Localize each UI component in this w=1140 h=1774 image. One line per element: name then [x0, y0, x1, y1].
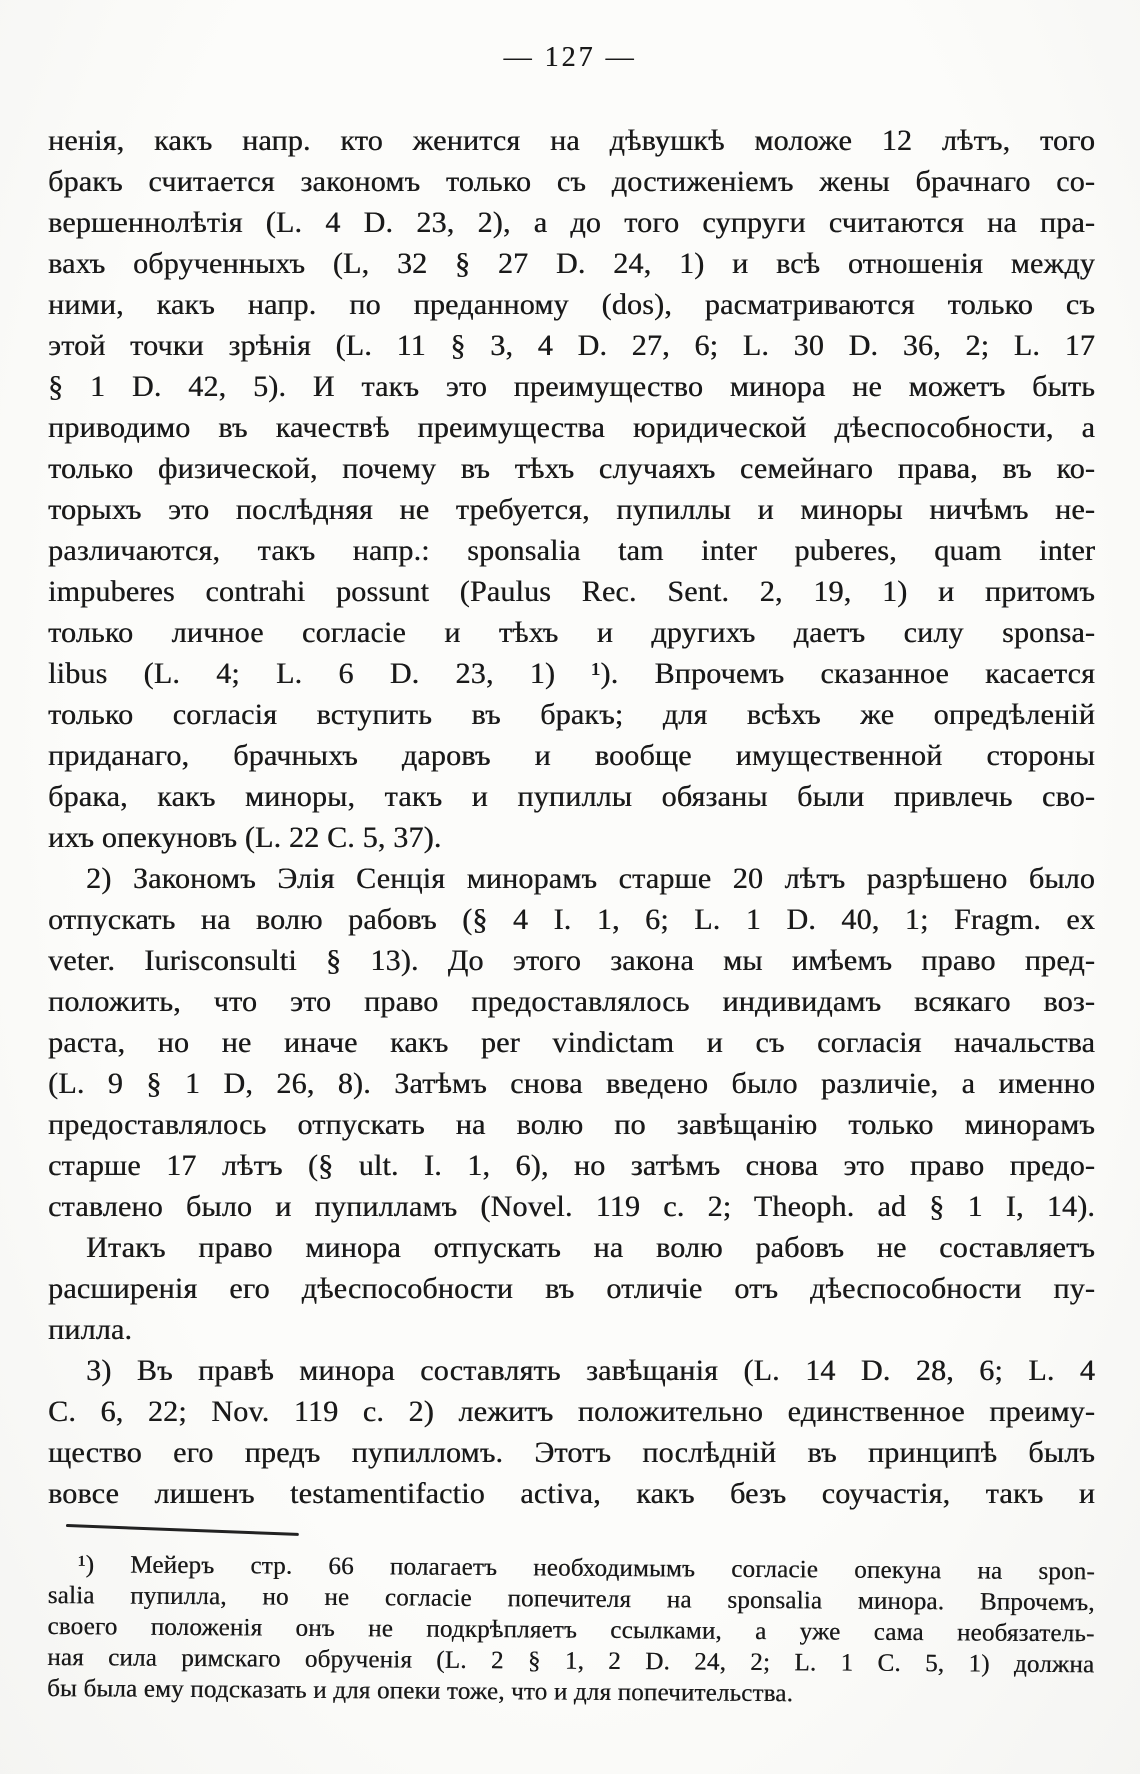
paragraph	[47, 1549, 1095, 1711]
footnote-separator-rule	[66, 1524, 299, 1536]
text-line: приводимо въ качествѣ преимущества юридической дѣеспособности, а	[48, 411, 1095, 444]
text-line: impuberes contrahi possunt (Paulus Rec. Sent. 2, 19, 1) и притомъ	[48, 575, 1095, 608]
paragraph	[48, 1350, 1095, 1514]
text-line: libus (L. 4; L. 6 D. 23, 1) ¹). Впрочемъ сказанное касается	[48, 657, 1095, 690]
body-text	[48, 120, 1095, 1514]
text-line: вовсе лишенъ testamentifactio activa, какъ безъ соучастія, такъ и	[48, 1477, 1095, 1510]
text-line: только согласія вступить въ бракъ; для всѣхъ же опредѣленій	[48, 698, 1095, 731]
paragraph	[48, 1227, 1095, 1350]
text-line: старше 17 лѣтъ (§ ult. I. 1, 6), но затѣмъ снова это право предо-	[48, 1149, 1095, 1182]
text-line: ¹) Мейеръ стр. 66 полагаетъ необходимымъ согласіе опекуна на spon-	[77, 1551, 1095, 1586]
text-line: пилла.	[48, 1313, 133, 1346]
paragraph	[48, 858, 1095, 1227]
text-line: veter. Iurisconsulti § 13). До этого закона мы имѣемъ право пред-	[48, 944, 1095, 977]
text-line: 3) Въ правѣ минора составлять завѣщанія (L. 14 D. 28, 6; L. 4	[86, 1354, 1095, 1387]
text-line: брака, какъ миноры, такъ и пупиллы обязаны были привлечь сво-	[48, 780, 1095, 813]
text-line: ними, какъ напр. по преданному (dos), расматриваются только съ	[48, 288, 1095, 321]
text-line: § 1 D. 42, 5). И такъ это преимущество минора не можетъ быть	[48, 370, 1095, 403]
text-line: вахъ обрученныхъ (L, 32 § 27 D. 24, 1) и всѣ отношенія между	[48, 247, 1095, 280]
text-line: предоставлялось отпускать на волю по завѣщанію только минорамъ	[48, 1108, 1095, 1141]
text-line: только личное согласіе и тѣхъ и другихъ даетъ силу sponsa-	[48, 616, 1095, 649]
paragraph	[48, 120, 1095, 858]
text-line: отпускать на волю рабовъ (§ 4 I. 1, 6; L. 1 D. 40, 1; Fragm. ex	[48, 903, 1095, 936]
text-line: расширенія его дѣеспособности въ отличіе отъ дѣеспособности пу-	[48, 1272, 1095, 1305]
text-line: раста, но не иначе какъ per vindictam и съ согласія начальства	[48, 1026, 1095, 1059]
text-line: различаются, такъ напр.: sponsalia tam inter puberes, quam inter	[48, 534, 1095, 567]
text-line: C. 6, 22; Nov. 119 c. 2) лежитъ положительно единственное преиму-	[48, 1395, 1095, 1428]
text-line: Итакъ право минора отпускать на волю рабовъ не составляетъ	[86, 1231, 1095, 1264]
text-line: торыхъ это послѣдняя не требуется, пупиллы и миноры ничѣмъ не-	[48, 493, 1095, 526]
text-line: положить, что это право предоставлялось индивидамъ всякаго воз-	[48, 985, 1095, 1018]
page-number: — 127 —	[503, 42, 637, 73]
text-line: бы была ему подсказать и для опеки тоже, что и для попечительства.	[46, 1674, 794, 1708]
text-line: приданаго, брачныхъ даровъ и вообще имущественной стороны	[48, 739, 1095, 772]
text-line: ная сила римскаго обрученія (L. 2 § 1, 2 D. 24, 2; L. 1 C. 5, 1) должна	[47, 1643, 1095, 1679]
text-line: этой точки зрѣнія (L. 11 § 3, 4 D. 27, 6; L. 30 D. 36, 2; L. 17	[48, 329, 1095, 362]
text-line: щество его предъ пупилломъ. Этотъ послѣдній въ принципѣ былъ	[48, 1436, 1095, 1469]
text-line: ихъ опекуновъ (L. 22 C. 5, 37).	[48, 821, 442, 854]
footnote	[47, 1549, 1095, 1711]
text-line: (L. 9 § 1 D, 26, 8). Затѣмъ снова введено было различіе, а именно	[48, 1067, 1095, 1100]
text-line: бракъ считается закономъ только съ достиженіемъ жены брачнаго со-	[48, 165, 1095, 198]
text-line: salia пупилла, но не согласіе попечителя на sponsalia минора. Впрочемъ,	[47, 1581, 1095, 1617]
text-line: своего положенія онъ не подкрѣпляетъ ссылками, а уже сама необязатель-	[47, 1612, 1095, 1648]
text-line: только физической, почему въ тѣхъ случаяхъ семейнаго права, въ ко-	[48, 452, 1095, 485]
text-line: ставлено было и пупилламъ (Novel. 119 c. 2; Theoph. ad § 1 I, 14).	[48, 1190, 1095, 1223]
text-line: 2) Закономъ Элія Сенція минорамъ старше 20 лѣтъ разрѣшено было	[86, 862, 1095, 895]
text-line: вершеннолѣтія (L. 4 D. 23, 2), а до того супруги считаются на пра-	[48, 206, 1095, 239]
text-line: ненія, какъ напр. кто женится на дѣвушкѣ моложе 12 лѣтъ, того	[48, 124, 1095, 157]
